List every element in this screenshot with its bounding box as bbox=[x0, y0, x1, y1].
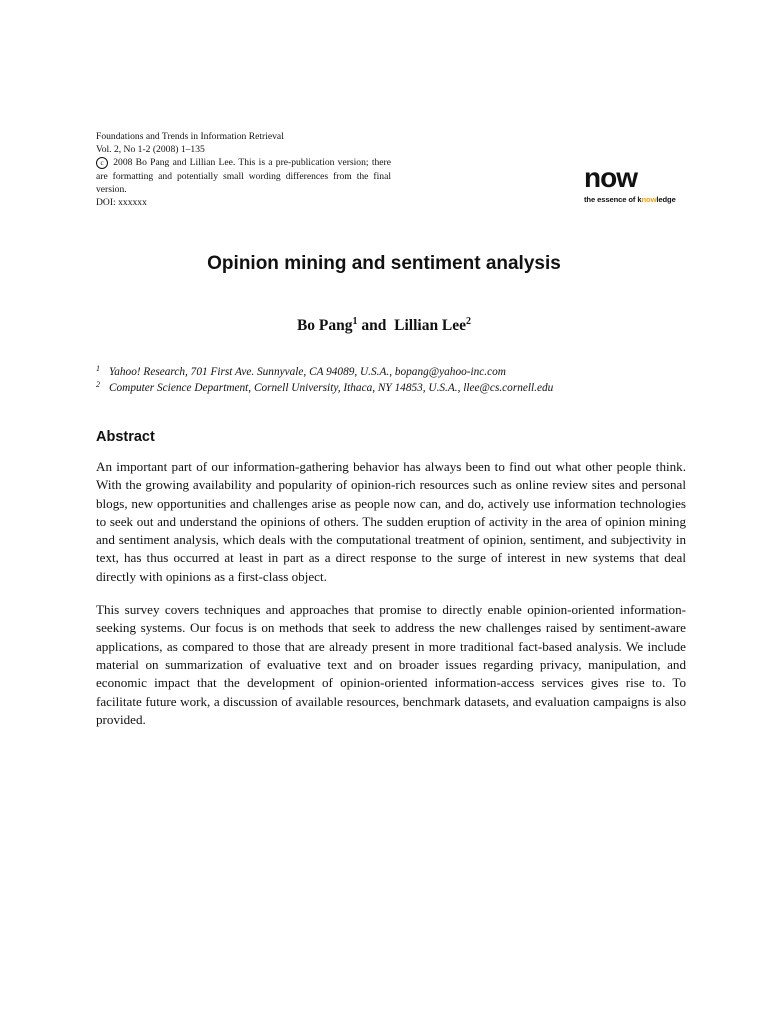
now-publishers-logo bbox=[584, 163, 686, 207]
now-wordmark-icon bbox=[584, 163, 686, 193]
author-name: Bo Pang bbox=[296, 317, 353, 334]
author-line bbox=[0, 317, 768, 335]
affiliation-text: Yahoo! Research, 701 First Ave. Sunnyvale, CA 94089, U.S.A., bopang@yahoo-inc.com bbox=[109, 366, 506, 378]
paper-title: Opinion mining and sentiment analysis bbox=[207, 253, 561, 274]
author-name: Lillian Lee bbox=[394, 317, 467, 334]
author-mark: 1 bbox=[352, 316, 358, 327]
journal-name: Foundations and Trends in Information Retrieval bbox=[96, 131, 284, 142]
abstract-paragraph: This survey covers techniques and approaches that promise to directly enable opinion-oriented information-seeking systems. Our focus is on methods that seek to address the new challenges raised by sentiment-aware applications, as compared to those that are already present in more traditional fact-based analysis. We include material on summarization of evaluative text and on broader issues regarding privacy, manipulation, and economic impact that the development of opinion-oriented information-access services gives rise to. To facilitate future work, a discussion of available resources, benchmark datasets, and evaluation campaigns is also provided. bbox=[96, 602, 686, 727]
affiliation-mark: 1 bbox=[96, 364, 100, 373]
abstract-paragraph: An important part of our information-gathering behavior has always been to find out what other people think. With the growing availability and popularity of opinion-rich resources such as online review sites and personal blogs, new opportunities and challenges arise as people now can, and do, actively use information technologies to seek out and understand the opinions of others. The sudden eruption of activity in the area of opinion mining and sentiment analysis, which deals with the computational treatment of opinion, sentiment, and subjectivity in text, has thus occurred at least in part as a direct response to the surge of interest in new systems that deal directly with opinions as a first-class object. bbox=[96, 459, 686, 584]
author-mark: 2 bbox=[466, 316, 472, 327]
svg-text:now: now bbox=[584, 163, 637, 193]
affiliation-mark: 2 bbox=[96, 380, 100, 389]
abstract-body bbox=[96, 458, 686, 744]
affiliation-item bbox=[96, 380, 686, 396]
logo-tagline: the essence of knowledge bbox=[584, 195, 676, 204]
abstract-heading: Abstract bbox=[96, 429, 155, 445]
affiliation-text: Computer Science Department, Cornell University, Ithaca, NY 14853, U.S.A., llee@cs.cornell.edu bbox=[109, 382, 554, 394]
copyright-notice bbox=[96, 156, 391, 196]
affiliation-item bbox=[96, 364, 686, 380]
publication-metadata bbox=[96, 130, 391, 209]
doi: DOI: xxxxxx bbox=[96, 197, 147, 209]
copyright-icon: c bbox=[96, 157, 108, 169]
affiliations bbox=[96, 364, 686, 396]
volume-info: Vol. 2, No 1-2 (2008) 1–135 bbox=[96, 144, 205, 156]
author-joiner: and bbox=[361, 317, 387, 334]
copyright-text: 2008 Bo Pang and Lillian Lee. This is a pre-publication version; there are formatting and potentially small wording differences from the final version. bbox=[96, 157, 391, 195]
